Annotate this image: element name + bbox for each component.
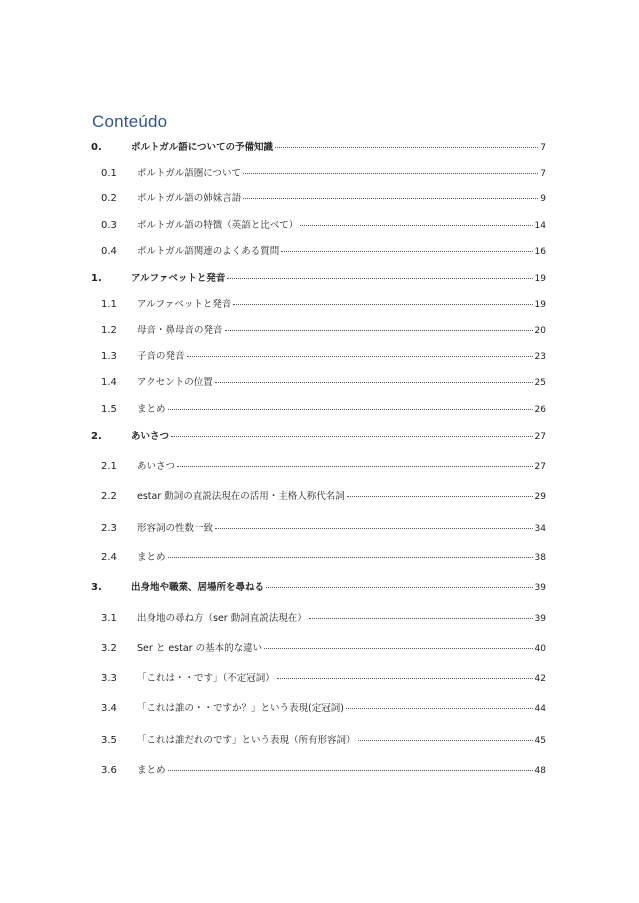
- toc-leader-dots: [215, 528, 533, 529]
- toc-leader-dots: [300, 225, 532, 226]
- toc-entry-page: 38: [534, 553, 546, 563]
- toc-entry[interactable]: [90, 193, 546, 205]
- toc-leader-dots: [225, 330, 533, 331]
- toc-entry-label: あいさつ: [131, 431, 170, 442]
- toc-entry-label: 形容詞の性数一致: [137, 523, 214, 534]
- toc-entry-label: 「これは・・です」（不定冠詞）: [137, 673, 275, 684]
- toc-entry-page: 19: [534, 274, 546, 284]
- toc-leader-dots: [233, 304, 532, 305]
- toc-entry[interactable]: [90, 673, 546, 685]
- toc-entry-number: 1.3: [101, 351, 117, 362]
- toc-entry[interactable]: [90, 735, 546, 747]
- toc-entry-number: 2.1: [101, 461, 117, 472]
- toc-leader-dots: [215, 382, 533, 383]
- toc-entry-number: 3.4: [101, 703, 117, 714]
- toc-entry-page: 27: [534, 432, 546, 442]
- toc-entry-page: 45: [534, 736, 546, 746]
- toc-entry[interactable]: [90, 142, 546, 154]
- toc-entry-page: 39: [534, 583, 546, 593]
- toc-leader-dots: [264, 648, 532, 649]
- toc-entry-number: 1.: [91, 273, 102, 284]
- toc-leader-dots: [168, 557, 533, 558]
- toc-leader-dots: [168, 409, 533, 410]
- toc-entry-page: 40: [534, 644, 546, 654]
- toc-leader-dots: [177, 466, 533, 467]
- toc-entry[interactable]: [90, 299, 546, 311]
- toc-entry-label: アクセントの位置: [137, 377, 213, 388]
- toc-entry[interactable]: [90, 325, 546, 337]
- toc-entry-number: 3.3: [101, 673, 117, 684]
- toc-leader-dots: [171, 436, 533, 437]
- toc-entry-label: アルファベットと発音: [137, 299, 232, 310]
- toc-leader-dots: [243, 173, 538, 174]
- toc-entry-page: 7: [540, 169, 546, 179]
- toc-entry[interactable]: [90, 431, 546, 443]
- toc-entry-page: 19: [534, 300, 546, 310]
- toc-leader-dots: [243, 198, 538, 199]
- toc-entry-number: 1.4: [101, 377, 117, 388]
- toc-entry[interactable]: [90, 351, 546, 363]
- toc-entry-number: 1.2: [101, 325, 117, 336]
- toc-entry-label: アルファベットと発音: [131, 273, 226, 284]
- toc-entry-label: あいさつ: [137, 461, 176, 472]
- toc-entry-page: 14: [534, 221, 546, 231]
- toc-entry[interactable]: [90, 703, 546, 715]
- toc-entry[interactable]: [90, 273, 546, 285]
- toc-entry-number: 3.2: [101, 643, 117, 654]
- toc-entry-number: 2.4: [101, 552, 117, 563]
- toc-leader-dots: [277, 678, 533, 679]
- toc-entry[interactable]: [90, 168, 546, 180]
- toc-entry-page: 25: [534, 378, 546, 388]
- toc-entry-number: 1.5: [101, 404, 117, 415]
- toc-entry-number: 3.: [91, 582, 102, 593]
- toc-entry-number: 0.1: [101, 168, 117, 179]
- toc-entry[interactable]: [90, 491, 546, 503]
- toc-entry-page: 23: [534, 352, 546, 362]
- toc-leader-dots: [347, 496, 533, 497]
- toc-leader-dots: [187, 356, 533, 357]
- toc-entry-page: 27: [534, 462, 546, 472]
- toc-entry-label: まとめ: [137, 404, 166, 415]
- toc-entry-page: 16: [534, 247, 546, 257]
- toc-entry-label: 出身地や職業、居場所を尋ねる: [131, 582, 265, 593]
- toc-entry[interactable]: [90, 404, 546, 416]
- toc-leader-dots: [266, 587, 533, 588]
- toc-entry-label: ポルトガル語圏について: [137, 168, 242, 179]
- toc-entry-label: ポルトガル語の特徴（英語と比べて）: [137, 220, 299, 231]
- toc-entry-number: 0.3: [101, 220, 117, 231]
- toc-entry[interactable]: [90, 582, 546, 594]
- toc-entry-number: 3.5: [101, 735, 117, 746]
- toc-entry-label: estar 動詞の直説法現在の活用・主格人称代名詞: [137, 491, 345, 502]
- toc-entry-page: 9: [540, 194, 546, 204]
- toc-leader-dots: [168, 770, 533, 771]
- toc-entry[interactable]: [90, 552, 546, 564]
- toc-leader-dots: [346, 708, 533, 709]
- toc-entry-page: 20: [534, 326, 546, 336]
- toc-entry-number: 3.1: [101, 613, 117, 624]
- toc-entry[interactable]: [90, 643, 546, 655]
- toc-entry[interactable]: [90, 461, 546, 473]
- toc-entry-number: 0.4: [101, 246, 117, 257]
- toc-entry-label: 子音の発音: [137, 351, 185, 362]
- toc-title: Conteúdo: [92, 112, 168, 131]
- toc-entry-number: 2.: [91, 431, 102, 442]
- toc-entry-label: 母音・鼻母音の発音: [137, 325, 223, 336]
- toc-entry-page: 42: [534, 674, 546, 684]
- toc-entry-page: 29: [534, 492, 546, 502]
- toc-entry-page: 34: [534, 524, 546, 534]
- toc-entry-number: 3.6: [101, 765, 117, 776]
- toc-entry-page: 48: [534, 766, 546, 776]
- toc-entry-number: 2.3: [101, 523, 117, 534]
- toc-entry-label: 「これは誰だれのです」という表現（所有形容詞）: [137, 735, 356, 746]
- toc-leader-dots: [227, 278, 532, 279]
- toc-entry-label: Ser と estar の基本的な違い: [137, 643, 263, 654]
- toc-entry-page: 26: [534, 405, 546, 415]
- toc-entry-page: 7: [540, 143, 546, 153]
- toc-leader-dots: [275, 147, 538, 148]
- toc-entry-number: 0.: [91, 142, 102, 153]
- toc-entry[interactable]: [90, 523, 546, 535]
- toc-entry[interactable]: [90, 377, 546, 389]
- toc-leader-dots: [358, 740, 533, 741]
- toc-entry-page: 44: [534, 704, 546, 714]
- toc-entry-label: 「これは誰の・・ですか？」という表現(定冠詞): [137, 703, 344, 714]
- toc-entry[interactable]: [90, 220, 546, 232]
- toc-entry-label: ポルトガル語の姉妹言語: [137, 193, 242, 204]
- toc-entry-label: ポルトガル語についての予備知識: [131, 142, 274, 153]
- toc-entry-label: まとめ: [137, 765, 166, 776]
- toc-entry-label: ポルトガル語関連のよくある質問: [137, 246, 280, 257]
- toc-entry[interactable]: [90, 246, 546, 258]
- toc-leader-dots: [281, 251, 532, 252]
- toc-entry-label: まとめ: [137, 552, 166, 563]
- toc-leader-dots: [309, 618, 533, 619]
- toc-entry-page: 39: [534, 614, 546, 624]
- toc-entry[interactable]: [90, 613, 546, 625]
- toc-entry-label: 出身地の尋ね方（ser 動詞直説法現在）: [137, 613, 307, 624]
- toc-entry-number: 1.1: [101, 299, 117, 310]
- toc-entry[interactable]: [90, 765, 546, 777]
- toc-entry-number: 2.2: [101, 491, 117, 502]
- toc-entry-number: 0.2: [101, 193, 117, 204]
